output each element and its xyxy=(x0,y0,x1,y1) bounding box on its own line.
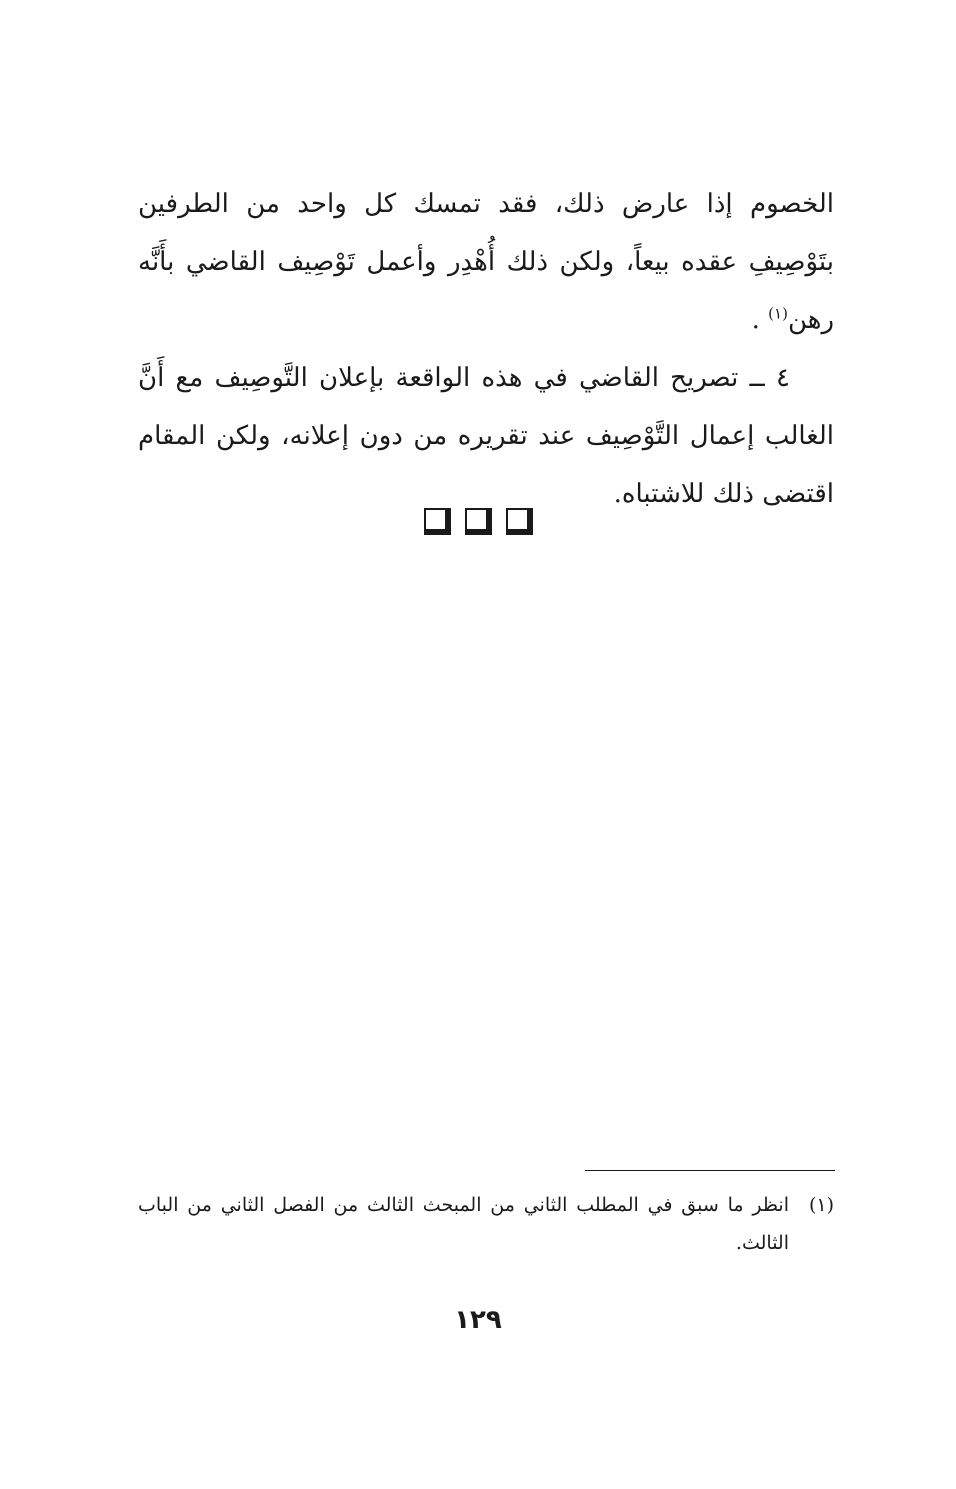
main-text xyxy=(138,175,834,523)
footnote-divider xyxy=(585,1170,835,1171)
footnote-marker: (١) xyxy=(808,1194,834,1216)
footnote-reference: (١) xyxy=(768,304,788,323)
box-icon xyxy=(465,508,492,535)
footnote-text: انظر ما سبق في المطلب الثاني من المبحث الثالث من الفصل الثاني من الباب الثالث. xyxy=(138,1194,789,1254)
page-number: ١٢٩ xyxy=(454,1305,502,1335)
section-ornament xyxy=(0,508,956,535)
footnote xyxy=(138,1186,834,1262)
box-icon xyxy=(506,508,533,535)
box-icon xyxy=(424,508,451,535)
paragraph-1-text: الخصوم إذا عارض ذلك، فقد تمسك كل واحد من الطرفين بتَوْصِيفِ عقده بيعاً، ولكن ذلك أُهْدِر وأعمل تَوْصِيف القاضي بأَنَّه رهن xyxy=(138,189,834,335)
paragraph-1 xyxy=(138,175,834,349)
paragraph-1-end: . xyxy=(751,305,769,335)
paragraph-2: ٤ ــ تصريح القاضي في هذه الواقعة بإعلان التَّوصِيف مع أَنَّ الغالب إعمال التَّوْصِيف عند تقريره من دون إعلانه، ولكن المقام اقتضى ذلك للاشتباه. xyxy=(138,363,834,509)
